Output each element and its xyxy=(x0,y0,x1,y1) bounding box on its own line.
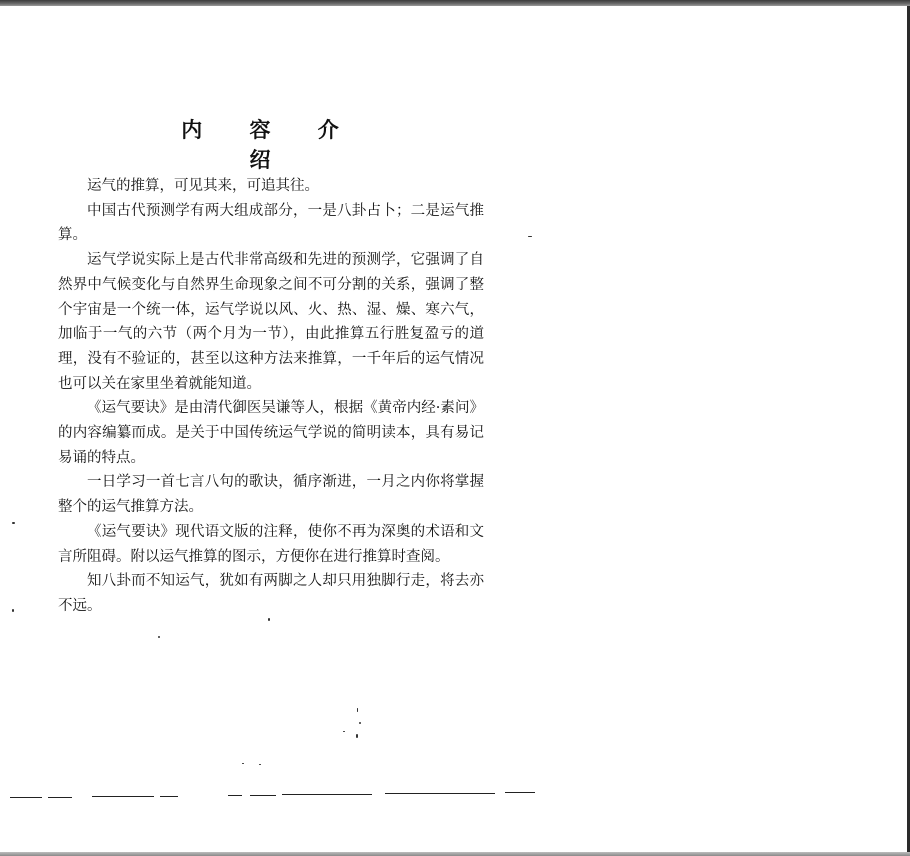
paragraph-4: 《运气要诀》是由清代御医吴谦等人，根据《黄帝内经·素问》的内容编纂而成。是关于中国传统运气学说的简明读本，具有易记易诵的特点。 xyxy=(58,400,484,466)
page-title: 内 容 介 绍 xyxy=(181,117,359,172)
scan-speck xyxy=(12,609,14,612)
scanned-page xyxy=(0,6,907,852)
paragraph-3: 运气学说实际上是古代非常高级和先进的预测学，它强调了自然界中气候变化与自然界生命现象之间不可分割的关系，强调了整个宇宙是一个统一体，运气学说以风、火、热、湿、燥、寒六气，加临于一气的六节（两个月为一节），由此推算五行胜复盈亏的道理，没有不验证的，甚至以这种方法来推算，一千年后的运气情况也可以关在家里坐着就能知道。 xyxy=(58,252,484,392)
scan-edge-line xyxy=(228,795,242,796)
scan-edge-line xyxy=(282,794,372,795)
window-bottom-border xyxy=(0,852,910,856)
scan-edge-line xyxy=(505,792,535,793)
page-body xyxy=(58,174,484,619)
scan-speck xyxy=(268,618,270,621)
scan-speck xyxy=(259,764,261,765)
scan-edge-line xyxy=(385,793,495,794)
scan-edge-line xyxy=(10,797,42,798)
paragraph-2: 中国古代预测学有两大组成部分，一是八卦占卜；二是运气推算。 xyxy=(58,202,484,244)
scan-speck xyxy=(12,522,15,524)
scan-edge-line xyxy=(160,796,178,797)
scan-speck xyxy=(357,708,358,712)
scan-edge-line xyxy=(92,796,154,797)
scan-edge-line xyxy=(250,795,276,796)
scan-speck xyxy=(158,636,160,638)
scan-speck xyxy=(343,731,345,732)
scan-edge-line xyxy=(48,797,72,798)
paragraph-7: 知八卦而不知运气，犹如有两脚之人却只用独脚行走，将去亦不远。 xyxy=(58,573,484,614)
paragraph-5: 一日学习一首七言八句的歌诀，循序渐进，一月之内你将掌握整个的运气推算方法。 xyxy=(58,474,484,516)
scan-speck xyxy=(359,722,361,724)
paragraph-6: 《运气要诀》现代语文版的注释，使你不再为深奥的术语和文言所阻碍。附以运气推算的图示，方便你在进行推算时查阅。 xyxy=(58,523,484,565)
paragraph-1: 运气的推算，可见其来，可追其往。 xyxy=(87,178,319,194)
scan-speck xyxy=(528,236,532,237)
scan-speck xyxy=(356,734,358,738)
scan-speck xyxy=(242,763,244,764)
